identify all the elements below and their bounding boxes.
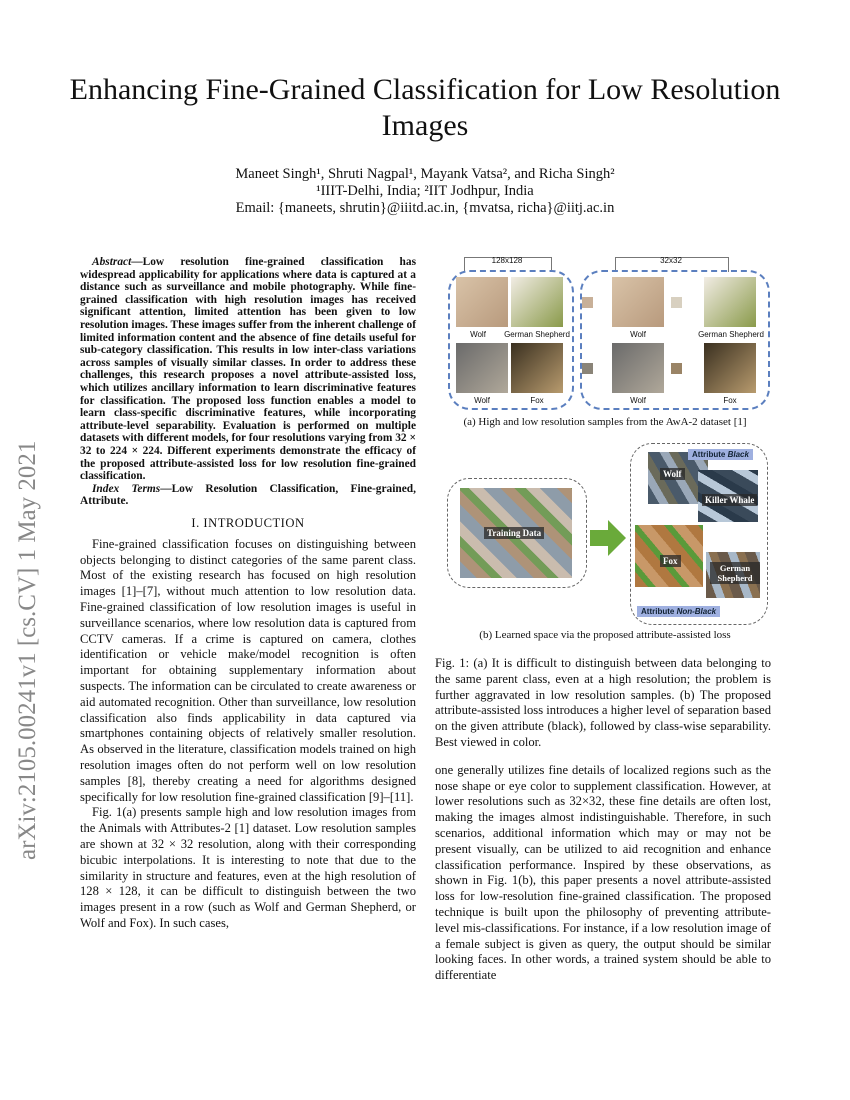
- attribute-non-black-tag: [637, 606, 720, 617]
- abstract-text: —Low resolution fine-grained classification has widespread applicability for applications where data is captured at a distance such as surveillance and mobile photography. While fine-grained classification with high resolution images has received significant attention, limited attention has been given to low resolution images. These images suffer from the inherent challenge of limited information content and the absence of fine details useful for sub-category classification. This results in low inter-class variations across samples of visually similar classes. In order to address these challenges, this research proposes a novel attribute-assisted loss, which utilizes ancillary information to learn discriminative features for classification. The proposed loss function enables a model to learn class-specific discriminative features, while incorporating attribute-level separability. Evaluation is performed on multiple datasets with different models, for four resolutions varying from 32 × 32 to 224 × 224. Different experiments demonstrate the efficacy of the proposed attribute-assisted loss for low resolution fine-grained classification.: [80, 256, 416, 483]
- attribute-black-tag: [688, 449, 753, 460]
- figure-1-caption: Fig. 1: (a) It is difficult to distinguish between data belonging to the same parent class, even at a high resolution; the problem is further aggravated in low resolution samples. (b) The proposed attribute-assisted loss introduces a higher level of separation based on the given attribute (black), followed by class-wise separability. Best viewed in color.: [435, 656, 771, 749]
- tag-prefix: Attribute: [692, 450, 728, 459]
- label-wolf: Wolf: [474, 396, 490, 405]
- left-column: [80, 256, 416, 932]
- tag-value: Non-Black: [676, 607, 717, 616]
- figure-1a-caption: (a) High and low resolution samples from the AwA-2 dataset [1]: [463, 416, 747, 428]
- fox-image: [511, 343, 563, 393]
- label-wolf: Wolf: [630, 330, 646, 339]
- authors: Maneet Singh¹, Shruti Nagpal¹, Mayank Vatsa², and Richa Singh²: [235, 166, 615, 182]
- intro-paragraph: one generally utilizes fine details of localized regions such as the nose shape or eye color to supplement classification. However, at lower resolutions such as 32×32, these fine details are often lost, making the images almost indistinguishable. Therefore, in such scenarios, additional information which may or may not be present visually, can be utilized to aid recognition and enhance classification performance. Inspired by these observations, as shown in Fig. 1(b), this paper presents a novel attribute-assisted loss for low-resolution fine-grained classification. The proposed technique is built upon the philosophy of preventing attribute-level mis-classifications. For instance, if a low resolution image of a female subject is given as query, the output should be similar looking faces. In other words, a trained system should be able to differentiate: [435, 762, 771, 983]
- german-shepherd-upsampled-image: [704, 277, 756, 327]
- label-fox: Fox: [530, 396, 544, 405]
- author-block: [60, 166, 790, 217]
- wolf-image: [456, 343, 508, 393]
- index-terms: —Low Resolution Classification, Fine-grained, Attribute.: [80, 482, 416, 508]
- paper-title: Enhancing Fine-Grained Classification for Low Resolution Images: [69, 73, 781, 142]
- training-data-label: Training Data: [484, 527, 544, 539]
- intro-paragraph: Fig. 1(a) presents sample high and low resolution images from the Animals with Attributes-2 [1] dataset. Low resolution samples are shown at 32 × 32 resolution, along with their corresponding bicubic interpolations. It is interesting to note that due to the similarity in structure and features, even at the high resolution of 128 × 128, it can be difficult to distinguish between the two images present in a row (such as Wolf and German Shepherd, or Wolf and Fox). In such cases,: [80, 805, 416, 930]
- class-label-wolf: Wolf: [660, 468, 685, 480]
- wolf-upsampled-image: [612, 277, 664, 327]
- hr-size-label: 128x128: [491, 256, 523, 265]
- wolf-image: [456, 277, 508, 327]
- class-label-fox: Fox: [660, 555, 681, 567]
- abstract: [80, 256, 416, 508]
- label-german-shepherd: German Shepherd: [504, 330, 570, 339]
- email: Email: {maneets, shrutin}@iiitd.ac.in, {mvatsa, richa}@iitj.ac.in: [235, 200, 615, 216]
- index-terms-label: Index Terms: [92, 482, 161, 495]
- section-heading: I. INTRODUCTION: [191, 515, 305, 530]
- label-wolf: Wolf: [470, 330, 486, 339]
- class-label-killer-whale: Killer Whale: [702, 494, 757, 506]
- tag-value: Black: [727, 450, 749, 459]
- tag-prefix: Attribute: [641, 607, 677, 616]
- wolf-upsampled-image: [612, 343, 664, 393]
- arxiv-identifier: arXiv:2105.00241v1 [cs.CV] 1 May 2021: [14, 440, 41, 860]
- label-german-shepherd: German Shepherd: [698, 330, 764, 339]
- right-column: [435, 656, 771, 984]
- abstract-label: Abstract: [92, 256, 132, 268]
- figure-1b-caption: (b) Learned space via the proposed attribute-assisted loss: [479, 629, 731, 641]
- label-fox: Fox: [723, 396, 737, 405]
- affiliations: ¹IIIT-Delhi, India; ²IIT Jodhpur, India: [316, 183, 534, 199]
- intro-paragraph: Fine-grained classification focuses on distinguishing between objects belonging to distinct categories of the same parent class. Most of the existing research has focused on high resolution images [1]–[7], without much attention to low resolution data. Fine-grained classification of low resolution images is useful in surveillance scenarios, where low resolution data is captured from CCTV cameras. If a crime is captured on camera, clothes identification or vehicle make/model recognition is often important for obtaining supplementary information about suspects. The information can be circulated to create awareness or aid automated recognition. Other than surveillance, low resolution classification also finds applicability in data captured via smartphones containing objects of relatively smaller resolution. As observed in the literature, classification models trained on high resolution images often do not perform well on low resolution samples [8], thereby creating a need for algorithms designed specifically for low resolution fine-grained classification [9]–[11].: [80, 536, 416, 804]
- arrow-right-icon: [588, 518, 628, 558]
- label-wolf: Wolf: [630, 396, 646, 405]
- class-label-german-shepherd: German Shepherd: [710, 562, 760, 584]
- fox-upsampled-image: [704, 343, 756, 393]
- german-shepherd-image: [511, 277, 563, 327]
- lr-size-label: 32x32: [660, 256, 682, 265]
